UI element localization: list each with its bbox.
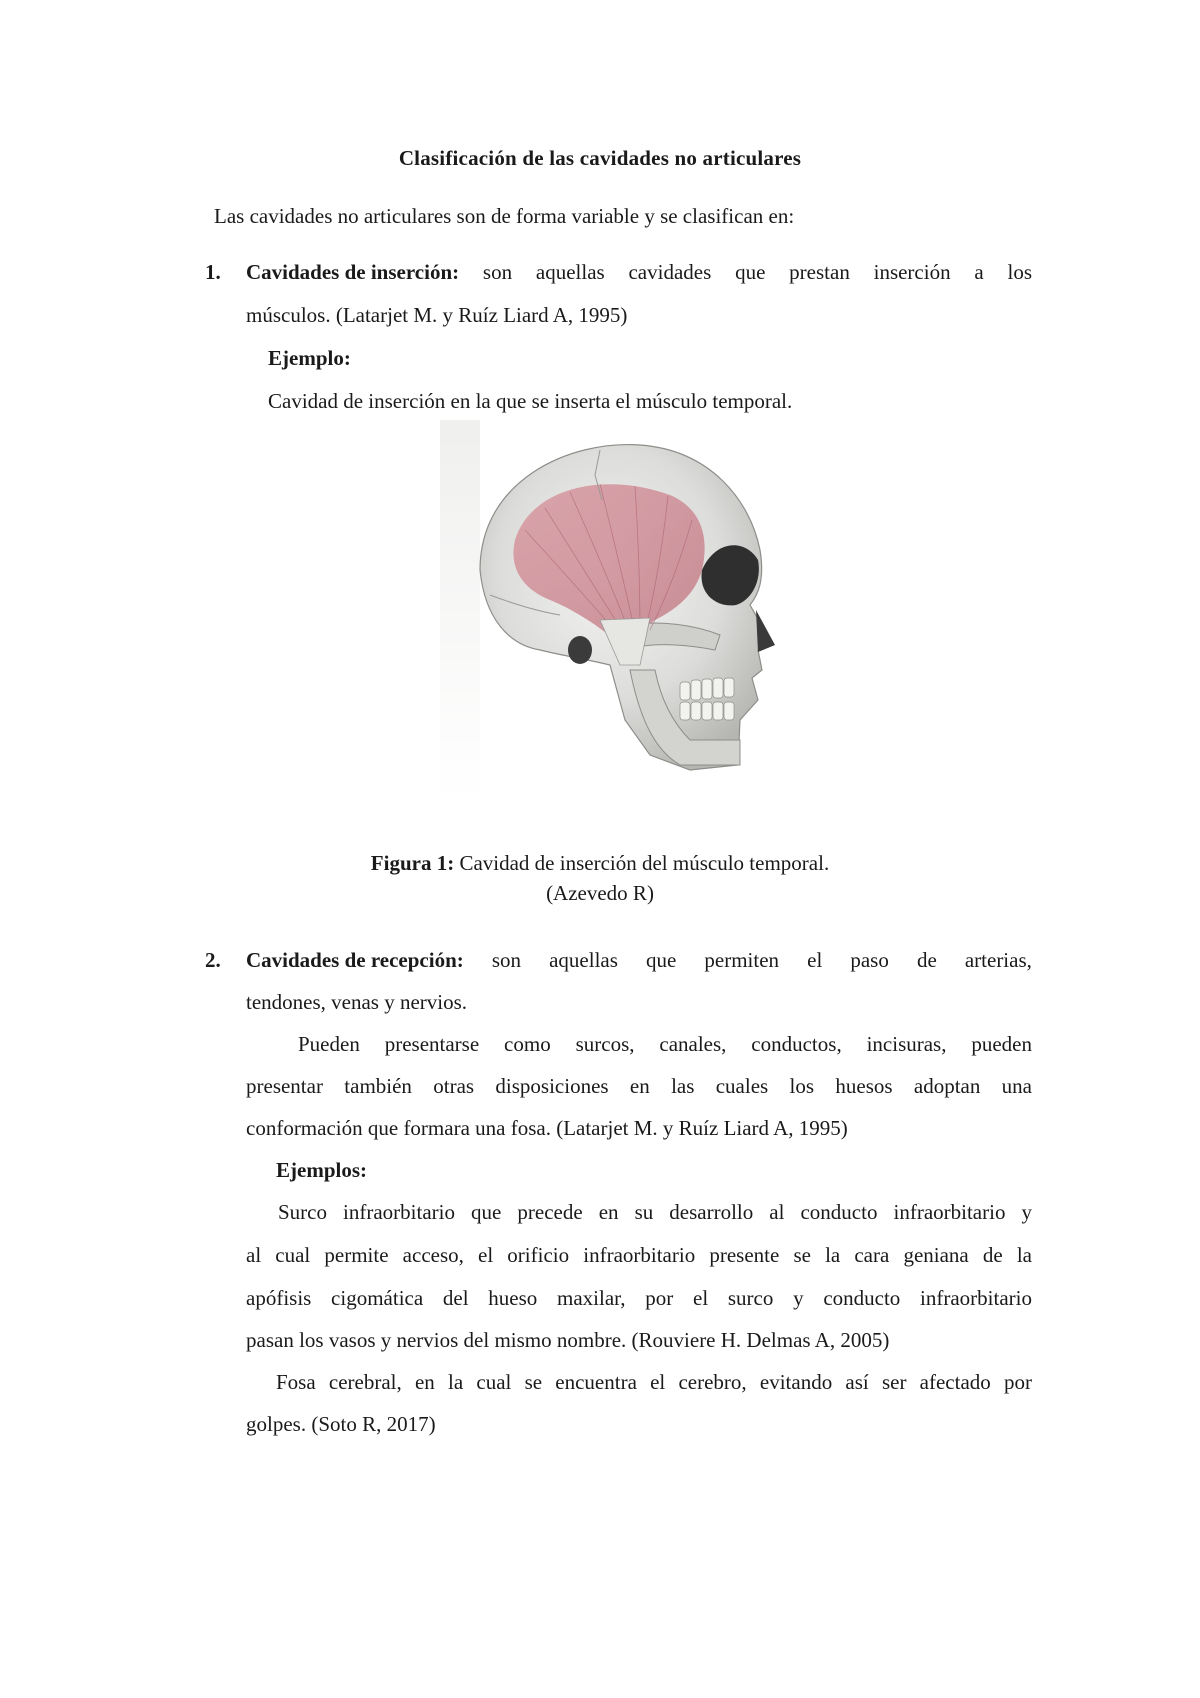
item2-word: arterias, xyxy=(964,948,1032,972)
figure-caption-text: Cavidad de inserción del músculo temporal. xyxy=(459,851,830,875)
item2-word: paso xyxy=(850,948,889,972)
item2-word: que xyxy=(646,948,677,972)
item1-line1 xyxy=(246,258,1032,286)
item2-word: permiten xyxy=(704,948,780,972)
para2-line: Surco infraorbitario que precede en su desarrollo al conducto infraorbitario y xyxy=(278,1200,1032,1224)
page-title: Clasificación de las cavidades no articulares xyxy=(398,146,802,170)
item1-word: los xyxy=(1007,260,1032,284)
para3-last-line: golpes. (Soto R, 2017) xyxy=(246,1412,436,1436)
figure-caption xyxy=(0,849,1200,877)
item1-term: Cavidades de inserción: xyxy=(246,260,460,284)
item2-word: son xyxy=(491,948,522,972)
item2-line2: tendones, venas y nervios. xyxy=(246,990,468,1014)
example-heading: Ejemplo: xyxy=(268,346,351,370)
para2-line: apófisis cigomática del hueso maxilar, por el surco y conducto infraorbitario xyxy=(246,1286,1032,1310)
item2-word: aquellas xyxy=(549,948,618,972)
item1-word: inserción xyxy=(873,260,951,284)
para1-line: presentar también otras disposiciones en las cuales los huesos adoptan una xyxy=(246,1074,1032,1098)
item2-word: de xyxy=(916,948,937,972)
example-text: Cavidad de inserción en la que se inserta el músculo temporal. xyxy=(268,389,793,413)
item2-word: el xyxy=(807,948,823,972)
item1-word: a xyxy=(974,260,984,284)
para3-line: Fosa cerebral, en la cual se encuentra el cerebro, evitando así ser afectado por xyxy=(276,1370,1032,1394)
item1-word: que xyxy=(735,260,766,284)
item1-word: aquellas xyxy=(535,260,605,284)
intro-text: Las cavidades no articulares son de forma variable y se clasifican en: xyxy=(214,204,795,228)
item1-word: son xyxy=(482,260,513,284)
figure-label: Figura 1: xyxy=(370,851,455,875)
para2-line: al cual permite acceso, el orificio infraorbitario presente se la cara geniana de la xyxy=(246,1243,1032,1267)
para1-last-line: conformación que formara una fosa. (Latarjet M. y Ruíz Liard A, 1995) xyxy=(246,1116,848,1140)
examples-heading: Ejemplos: xyxy=(276,1158,367,1182)
figure-source: (Azevedo R) xyxy=(546,881,654,905)
item1-line2: músculos. (Latarjet M. y Ruíz Liard A, 1995) xyxy=(246,303,628,327)
item-number: 2. xyxy=(205,948,221,972)
item2-line1 xyxy=(246,946,1032,974)
item1-word: cavidades xyxy=(628,260,712,284)
item-number: 1. xyxy=(205,260,221,284)
para1-line: Pueden presentarse como surcos, canales, conductos, incisuras, pueden xyxy=(298,1032,1032,1056)
item2-term: Cavidades de recepción: xyxy=(246,948,464,972)
skull-illustration-icon xyxy=(440,420,810,800)
skull-figure-image xyxy=(440,420,810,800)
item1-word: prestan xyxy=(789,260,850,284)
para2-last-line: pasan los vasos y nervios del mismo nombre. (Rouviere H. Delmas A, 2005) xyxy=(246,1328,890,1352)
